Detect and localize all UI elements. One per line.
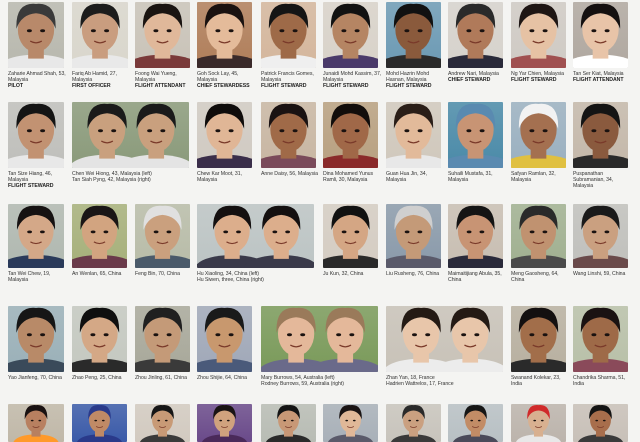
person-name: Goh Sock Lay, 45, Malaysia bbox=[197, 71, 239, 84]
portrait-photo bbox=[8, 306, 64, 372]
portrait-caption bbox=[511, 375, 570, 387]
portrait-photo bbox=[8, 204, 64, 268]
portrait-photo bbox=[261, 306, 378, 372]
portrait-caption bbox=[72, 71, 132, 89]
portrait-photo bbox=[197, 204, 314, 268]
person-name: Ng Yar Chien, Malaysia bbox=[511, 71, 564, 77]
person-name: Hu Xiaoling, 34, China (left) bbox=[197, 271, 259, 277]
portrait-photo bbox=[511, 204, 566, 268]
person-name: Dina Mohamed Yunus Ramli, 30, Malaysia bbox=[323, 171, 374, 184]
portrait-caption bbox=[323, 71, 382, 89]
portrait-photo bbox=[72, 102, 189, 168]
person-name-second: Tan Siah Pyng, 42, Malaysia (right) bbox=[72, 177, 151, 184]
person-name: Safyan Ramlan, 32, Malaysia bbox=[511, 171, 556, 184]
person-name: Wang Linshi, 59, China bbox=[573, 271, 626, 277]
person-role: FLIGHT ATTENDANT bbox=[135, 83, 186, 90]
person-name-second: Hadrien Wattrelos, 17, France bbox=[386, 381, 454, 388]
portrait-photo bbox=[135, 306, 190, 372]
portrait-caption bbox=[197, 271, 318, 283]
portrait-caption bbox=[323, 171, 382, 183]
portrait-caption bbox=[135, 271, 194, 277]
person-name: Tan Wei Chew, 19, Malaysia bbox=[8, 271, 51, 284]
portrait-photo bbox=[72, 306, 127, 372]
portrait-photo bbox=[72, 404, 127, 442]
person-name: Meng Gaosheng, 64, China bbox=[511, 271, 559, 284]
person-name: Tan Size Hiang, 46, Malaysia bbox=[8, 171, 53, 184]
portrait-caption bbox=[573, 71, 632, 83]
portrait-caption bbox=[573, 375, 632, 387]
portrait-caption bbox=[72, 375, 131, 381]
portrait-photo bbox=[8, 2, 64, 68]
portrait-caption bbox=[573, 171, 632, 189]
portrait-photo bbox=[323, 102, 378, 168]
person-name: Tan Ser Kiat, Malaysia bbox=[573, 71, 624, 77]
person-name: Mary Burrows, 54, Australia (left) bbox=[261, 375, 335, 381]
person-role: CHIEF STEWARD bbox=[448, 77, 491, 84]
portrait-caption bbox=[135, 375, 194, 381]
portrait-caption bbox=[386, 171, 445, 183]
portrait-caption bbox=[448, 271, 507, 283]
portrait-caption bbox=[386, 71, 445, 89]
portrait-photo bbox=[135, 404, 190, 442]
person-name: Zhan Yan, 18, France bbox=[386, 375, 435, 381]
person-name: Guan Hua Jin, 34, Malaysia bbox=[386, 171, 427, 184]
person-name: Puspanathan Subramanian, 34, Malaysia bbox=[573, 171, 614, 190]
portrait-photo bbox=[323, 204, 378, 268]
portrait-caption bbox=[511, 171, 570, 183]
portrait-caption bbox=[511, 71, 570, 83]
portrait-caption bbox=[197, 375, 256, 381]
portrait-photo bbox=[386, 404, 441, 442]
portrait-photo bbox=[386, 306, 503, 372]
person-name-second: Hu Siwen, three, China (right) bbox=[197, 277, 264, 284]
portrait-photo bbox=[448, 2, 503, 68]
portrait-photo bbox=[573, 404, 628, 442]
portrait-caption bbox=[8, 171, 68, 189]
person-name: Ju Kun, 32, China bbox=[323, 271, 364, 277]
portrait-caption bbox=[197, 171, 256, 183]
portrait-caption bbox=[8, 71, 68, 89]
portrait-photo bbox=[8, 404, 64, 442]
portrait-photo bbox=[573, 2, 628, 68]
person-role: FLIGHT STEWARD bbox=[8, 183, 54, 190]
portrait-photo bbox=[197, 2, 252, 68]
person-name: Foong Wai Yueng, Malaysia bbox=[135, 71, 177, 84]
person-name: Yao Jianfeng, 70, China bbox=[8, 375, 62, 381]
portrait-caption bbox=[386, 375, 507, 387]
portrait-photo bbox=[448, 102, 503, 168]
portrait-photo bbox=[323, 404, 378, 442]
person-name: Zhao Peng, 25, China bbox=[72, 375, 122, 381]
portrait-caption bbox=[261, 375, 382, 387]
person-role: PILOT bbox=[8, 83, 24, 90]
person-name: Liu Rusheng, 76, China bbox=[386, 271, 440, 277]
portrait-caption bbox=[511, 271, 570, 283]
person-name: Andrew Nari, Malaysia bbox=[448, 71, 499, 77]
portrait-photo bbox=[386, 2, 441, 68]
portrait-photo bbox=[573, 102, 628, 168]
portrait-photo bbox=[511, 306, 566, 372]
portrait-photo bbox=[386, 204, 441, 268]
person-name: Zhou Shijie, 64, China bbox=[197, 375, 247, 381]
portrait-photo bbox=[511, 2, 566, 68]
person-name: Chen Wei Hiong, 43, Malaysia (left) bbox=[72, 171, 152, 177]
person-name: Chew Kar Moot, 31, Malaysia bbox=[197, 171, 242, 184]
portrait-caption bbox=[386, 271, 445, 277]
portrait-caption bbox=[135, 71, 194, 89]
person-name: Zhou Jinling, 61, China bbox=[135, 375, 187, 381]
portrait-caption bbox=[72, 171, 193, 183]
portrait-caption bbox=[8, 271, 68, 283]
person-name: Chandrika Sharma, 51, India bbox=[573, 375, 626, 388]
portrait-photo bbox=[386, 102, 441, 168]
person-name: Feng Bin, 70, China bbox=[135, 271, 180, 277]
portrait-photo bbox=[135, 2, 190, 68]
person-name: Anne Daisy, 56, Malaysia bbox=[261, 171, 318, 177]
person-name: Suhaili Mustafa, 31, Malaysia bbox=[448, 171, 493, 184]
person-role: FLIGHT ATTENDANT bbox=[573, 77, 624, 84]
portrait-caption bbox=[8, 375, 68, 381]
person-name: Fariq Ab Hamid, 27, Malaysia bbox=[72, 71, 117, 84]
portrait-photo bbox=[261, 404, 316, 442]
portrait-photo bbox=[72, 2, 128, 68]
portrait-photo bbox=[448, 404, 503, 442]
portrait-photo bbox=[448, 204, 503, 268]
person-name: Patrick Francis Gomes, Malaysia bbox=[261, 71, 314, 84]
person-role: FLIGHT STEWARD bbox=[323, 83, 369, 90]
person-role: FIRST OFFICER bbox=[72, 83, 111, 90]
portrait-photo bbox=[261, 102, 316, 168]
portrait-photo bbox=[8, 102, 64, 168]
portrait-caption bbox=[261, 171, 320, 177]
portrait-photo bbox=[197, 306, 252, 372]
person-role: FLIGHT STEWARD bbox=[386, 83, 432, 90]
portrait-caption bbox=[197, 71, 256, 89]
person-name: An Wenlan, 65, China bbox=[72, 271, 122, 277]
portrait-caption bbox=[448, 171, 507, 183]
person-role: FLIGHT STEWARD bbox=[511, 77, 557, 84]
portrait-photo bbox=[323, 2, 378, 68]
person-name: Swanand Kolekar, 23, India bbox=[511, 375, 561, 388]
portrait-photo bbox=[511, 404, 566, 442]
portrait-photo bbox=[197, 404, 252, 442]
portrait-caption bbox=[573, 271, 632, 277]
portrait-photo bbox=[197, 102, 252, 168]
portrait-caption bbox=[448, 71, 507, 83]
person-name: Zaharie Ahmad Shah, 53, Malaysia bbox=[8, 71, 66, 84]
portrait-caption bbox=[261, 71, 320, 89]
portrait-caption bbox=[72, 271, 131, 277]
portrait-caption bbox=[323, 271, 382, 277]
person-name: Mohd Hazrin Mohd Hasnan, Malaysia bbox=[386, 71, 430, 84]
portrait-photo bbox=[573, 306, 628, 372]
portrait-photo bbox=[72, 204, 127, 268]
person-name: Maimaitijiang Abula, 35, China bbox=[448, 271, 502, 284]
person-role: FLIGHT STEWARD bbox=[261, 83, 307, 90]
portrait-photo bbox=[261, 2, 316, 68]
person-name-second: Rodney Burrows, 59, Australia (right) bbox=[261, 381, 344, 388]
person-role: CHIEF STEWARDESS bbox=[197, 83, 250, 90]
portrait-photo bbox=[135, 204, 190, 268]
portrait-photo bbox=[573, 204, 628, 268]
portrait-photo bbox=[511, 102, 566, 168]
person-name: Junaidi Mohd Kassim, 37, Malaysia bbox=[323, 71, 382, 84]
